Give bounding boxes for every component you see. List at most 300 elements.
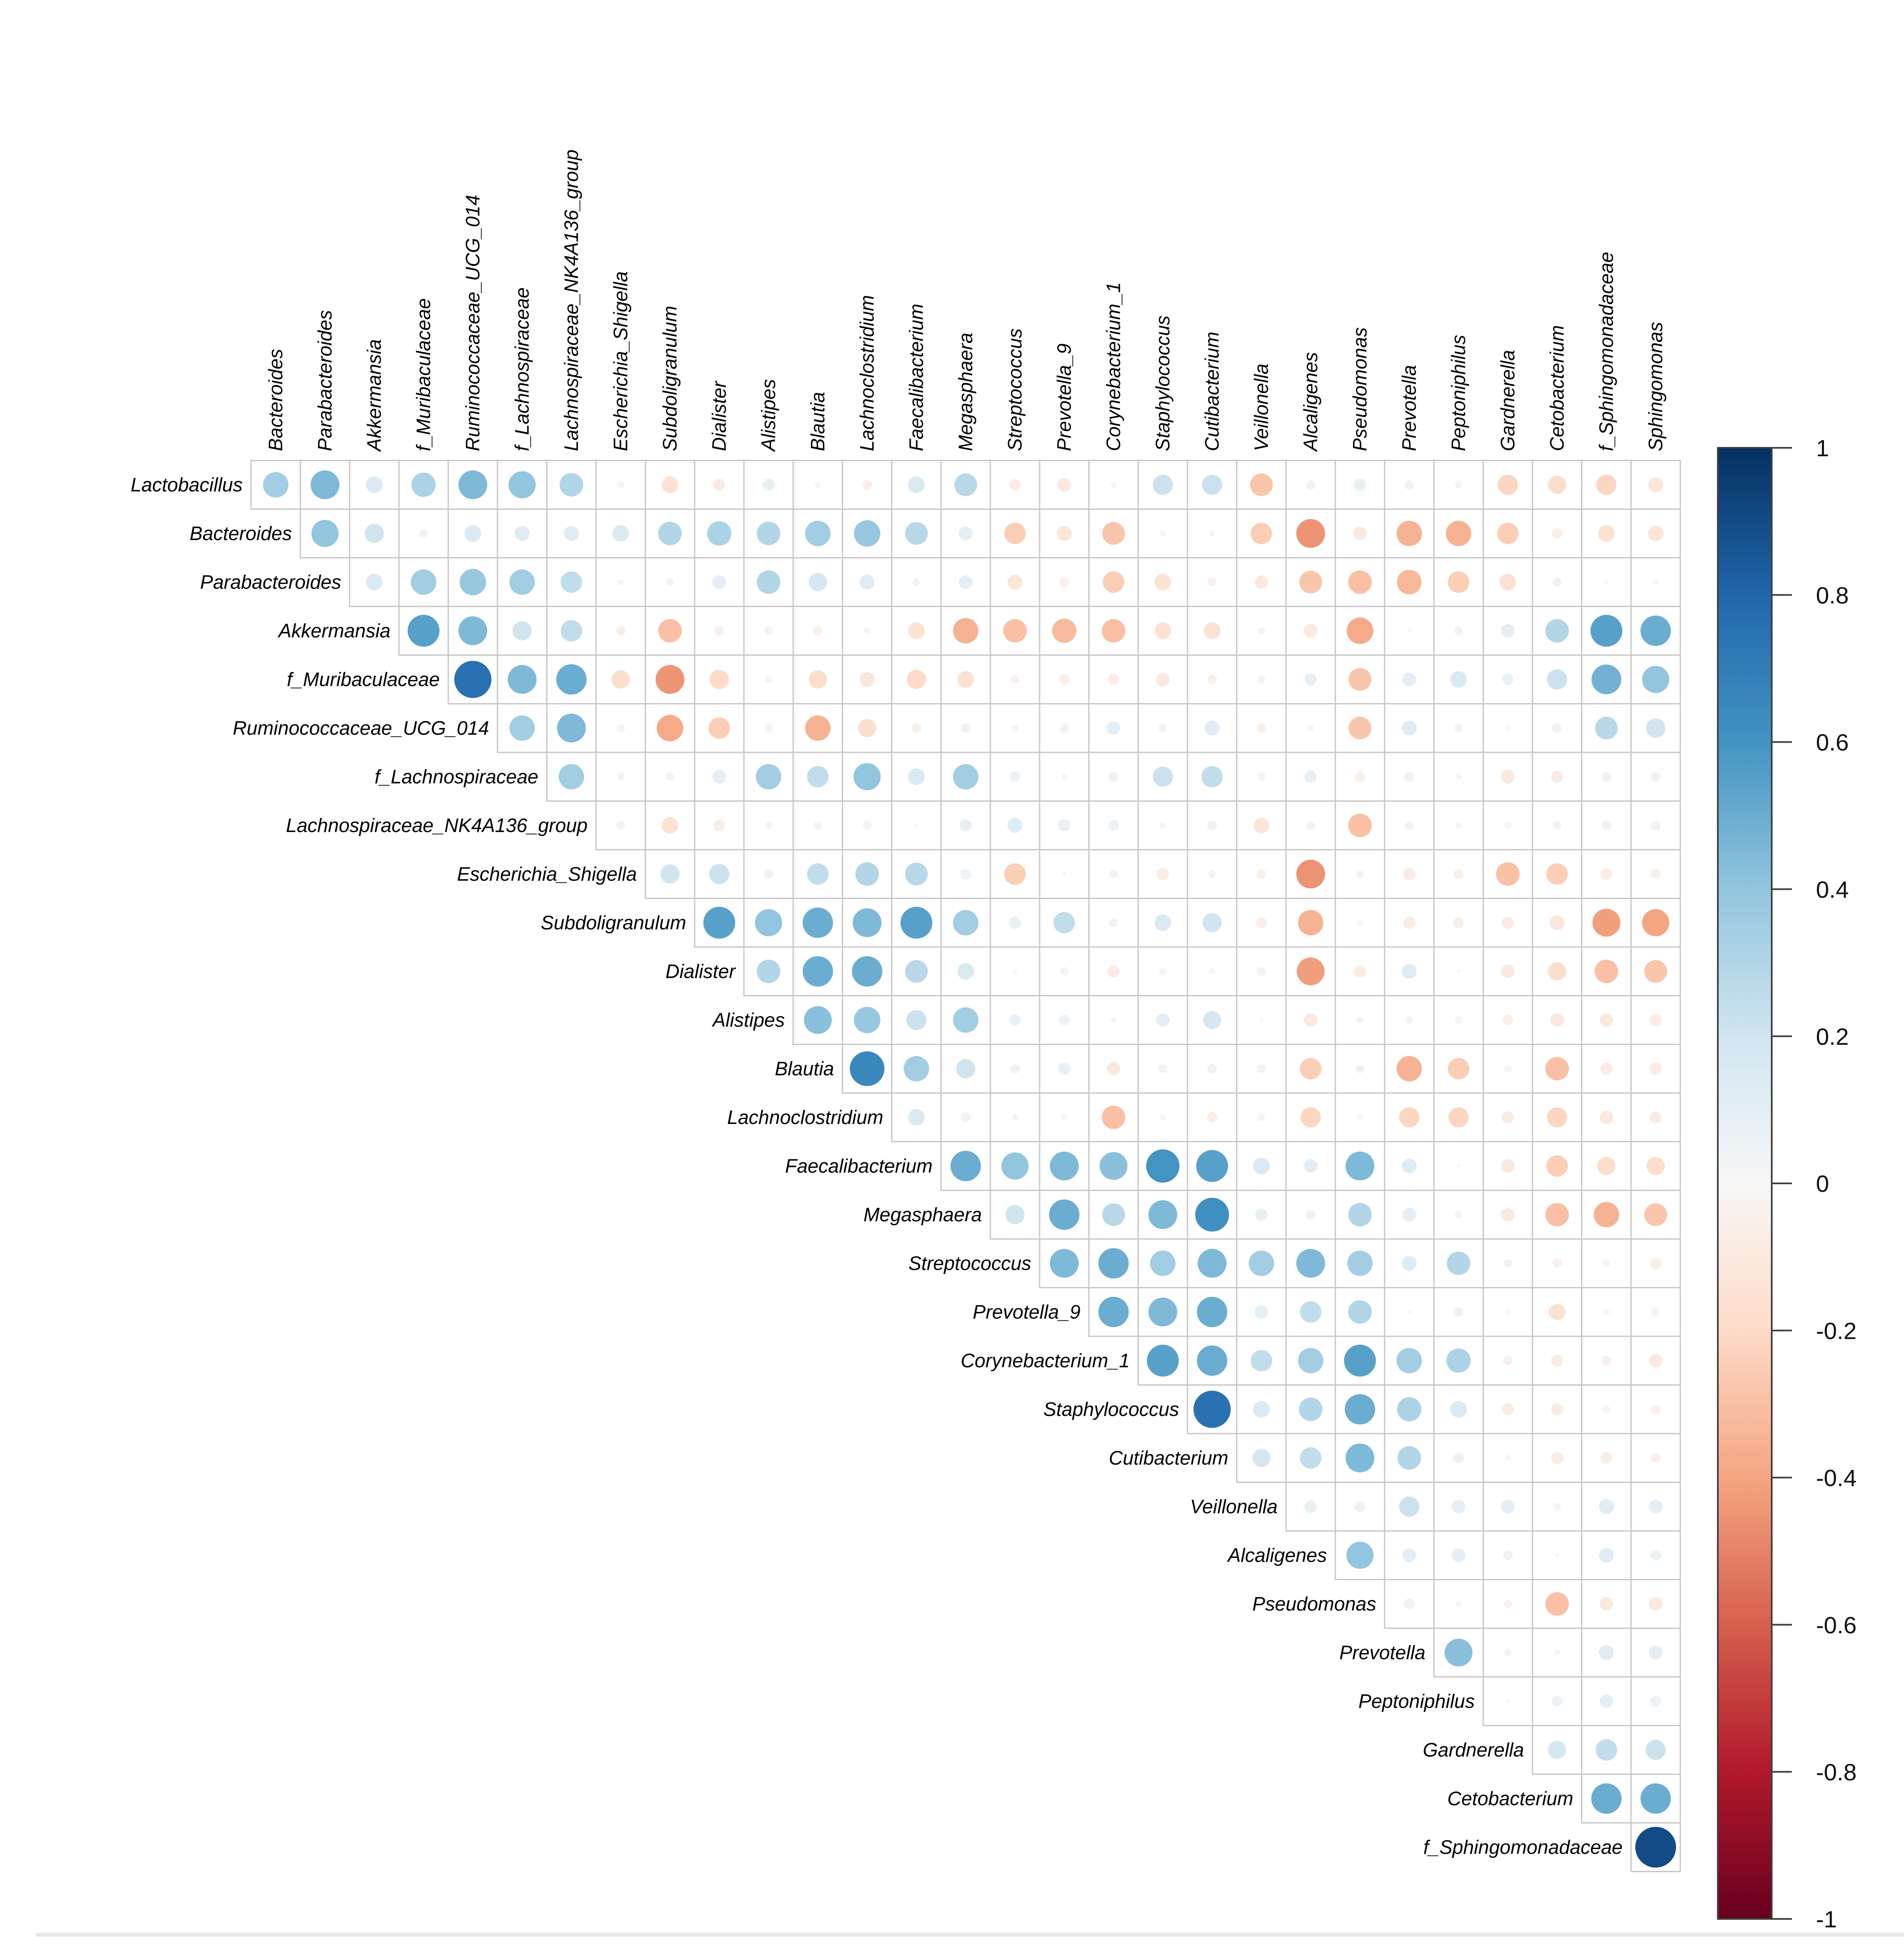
correlation-circle [1645, 1203, 1667, 1226]
correlation-circle [1107, 721, 1120, 735]
correlation-circle [1253, 1158, 1270, 1175]
correlation-circle [1599, 1013, 1613, 1027]
row-label-f_Sphingomonadaceae: f_Sphingomonadaceae [1423, 1836, 1623, 1858]
correlation-circle [1158, 1065, 1167, 1073]
correlation-circle [1102, 522, 1125, 545]
correlation-circle [1345, 1152, 1374, 1180]
correlation-circle [365, 524, 384, 543]
correlation-circle [1651, 821, 1661, 830]
correlation-circle [1356, 870, 1364, 878]
correlation-circle [1308, 725, 1313, 731]
correlation-circle [612, 525, 629, 542]
correlation-circle [1647, 1157, 1665, 1175]
correlation-circle [1345, 1444, 1374, 1472]
correlation-circle [508, 665, 536, 694]
correlation-circle [1548, 1741, 1566, 1759]
correlation-circle [1251, 523, 1272, 544]
correlation-circle [561, 620, 582, 642]
correlation-circle [1347, 1251, 1372, 1276]
correlation-circle [666, 578, 674, 586]
correlation-circle [557, 714, 586, 742]
correlation-circle [1060, 724, 1068, 732]
correlation-circle [1447, 1349, 1471, 1373]
correlation-circle [961, 1113, 971, 1122]
column-label-Faecalibacterium: Faecalibacterium [905, 303, 928, 451]
correlation-circle [756, 764, 781, 789]
correlation-circle [1651, 1405, 1661, 1414]
column-label-Peptoniphilus: Peptoniphilus [1447, 334, 1470, 451]
correlation-circle [1546, 863, 1568, 885]
correlation-circle [1599, 1110, 1613, 1124]
correlation-circle [953, 764, 978, 789]
correlation-circle [1254, 575, 1268, 589]
correlation-circle [1503, 1600, 1512, 1608]
row-label-Blautia: Blautia [775, 1057, 834, 1080]
correlation-circle [1650, 1062, 1662, 1075]
correlation-circle [1052, 618, 1077, 643]
correlation-circle [1496, 862, 1520, 886]
correlation-circle [1397, 570, 1422, 594]
correlation-circle [1193, 1391, 1230, 1428]
correlation-circle [950, 1151, 981, 1181]
correlation-circle [1155, 622, 1171, 639]
correlation-circle [714, 820, 725, 831]
correlation-circle [616, 821, 625, 829]
correlation-circle [1501, 770, 1514, 784]
correlation-circle [1399, 1107, 1420, 1127]
correlation-circle [1160, 1114, 1166, 1120]
correlation-circle [1402, 721, 1417, 736]
correlation-circle [1109, 772, 1118, 781]
correlation-circle [953, 1007, 978, 1033]
correlation-circle [1008, 575, 1022, 589]
correlation-circle [1455, 774, 1461, 780]
correlation-circle [1306, 1210, 1316, 1220]
correlation-circle [1252, 1449, 1270, 1467]
correlation-circle [408, 615, 440, 647]
row-label-Dialister: Dialister [665, 960, 735, 982]
correlation-circle [1502, 1403, 1514, 1415]
correlation-circle [1355, 771, 1365, 782]
correlation-circle [765, 676, 773, 683]
column-label-Veillonella: Veillonella [1250, 364, 1273, 451]
row-label-Gardnerella: Gardnerella [1423, 1739, 1524, 1761]
correlation-circle [1405, 821, 1413, 829]
correlation-circle [1501, 965, 1514, 978]
correlation-circle [1453, 1453, 1464, 1463]
correlation-circle [813, 821, 822, 829]
correlation-circle [1301, 1107, 1321, 1127]
correlation-circle [1448, 571, 1469, 593]
column-label-Sphingomonas: Sphingomonas [1645, 322, 1667, 451]
correlation-circle [1397, 1397, 1422, 1421]
correlation-circle [1455, 1016, 1463, 1024]
correlation-circle [1102, 1203, 1125, 1226]
correlation-circle [856, 862, 879, 886]
row-label-Peptoniphilus: Peptoniphilus [1358, 1690, 1475, 1712]
correlation-circle [1258, 1113, 1265, 1121]
row-label-Lachnospiraceae_NK4A136_group: Lachnospiraceae_NK4A136_group [286, 814, 588, 836]
correlation-circle [1650, 1111, 1662, 1124]
correlation-circle [1548, 962, 1566, 980]
correlation-circle [850, 1052, 884, 1086]
correlation-circle [710, 670, 729, 689]
correlation-circle [1195, 1198, 1229, 1231]
correlation-circle [658, 619, 682, 642]
correlation-circle [1551, 1354, 1563, 1367]
correlation-circle [1257, 869, 1266, 879]
correlation-circle [1396, 521, 1422, 546]
column-label-Alistipes: Alistipes [757, 379, 780, 451]
correlation-circle [1642, 666, 1669, 693]
correlation-circle [1503, 1550, 1513, 1560]
correlation-circle [1207, 1112, 1217, 1123]
correlation-circle [905, 960, 928, 983]
correlation-circle [1651, 1308, 1660, 1316]
row-label-Cetobacterium: Cetobacterium [1447, 1787, 1573, 1809]
correlation-circle [1207, 674, 1217, 684]
correlation-circle [1298, 910, 1323, 935]
row-label-Prevotella: Prevotella [1339, 1641, 1425, 1664]
correlation-circle [1207, 1064, 1217, 1073]
correlation-circle [858, 719, 876, 737]
colorbar-tick-label--0.2: -0.2 [1816, 1317, 1857, 1344]
correlation-circle [953, 910, 978, 935]
correlation-circle [1344, 1345, 1376, 1377]
correlation-circle [509, 570, 535, 595]
correlation-circle [556, 664, 586, 695]
correlation-circle [311, 520, 339, 547]
column-label-Prevotella_9: Prevotella_9 [1053, 343, 1075, 451]
correlation-circle [1354, 965, 1366, 977]
correlation-circle [1497, 523, 1519, 544]
correlation-circle [1553, 578, 1561, 586]
row-label-Alistipes: Alistipes [712, 1009, 785, 1031]
correlation-circle [1505, 1455, 1511, 1461]
correlation-circle [1204, 622, 1221, 639]
column-label-Gardnerella: Gardnerella [1497, 350, 1519, 451]
correlation-circle [1058, 819, 1070, 832]
correlation-circle [617, 773, 625, 781]
correlation-circle [1603, 1405, 1610, 1413]
correlation-circle [1062, 872, 1066, 876]
column-label-Lachnospiraceae_NK4A136_group: Lachnospiraceae_NK4A136_group [560, 149, 583, 451]
correlation-circle [1155, 914, 1171, 931]
correlation-circle [1001, 1152, 1029, 1180]
correlation-circle [1653, 579, 1658, 585]
correlation-circle [1356, 1016, 1364, 1024]
correlation-circle [953, 618, 978, 643]
correlation-circle [757, 960, 781, 983]
correlation-circle [1155, 574, 1171, 591]
correlation-circle [1300, 1447, 1321, 1469]
row-label-Prevotella_9: Prevotella_9 [973, 1300, 1080, 1323]
correlation-circle [1552, 1696, 1562, 1707]
correlation-circle [1547, 1107, 1567, 1127]
correlation-circle [1502, 917, 1514, 929]
correlation-circle [1109, 918, 1118, 927]
correlation-circle [1010, 1064, 1020, 1073]
correlation-circle [1505, 1309, 1511, 1315]
correlation-circle [513, 621, 532, 640]
correlation-circle [1300, 571, 1322, 594]
correlation-circle [1107, 1062, 1120, 1076]
correlation-circle [755, 909, 782, 937]
correlation-circle [1159, 968, 1167, 975]
correlation-circle [1050, 1249, 1078, 1278]
correlation-circle [1010, 771, 1020, 782]
correlation-circle [1157, 868, 1169, 880]
correlation-circle [1108, 820, 1119, 831]
correlation-circle [1160, 530, 1166, 536]
correlation-circle [854, 1007, 880, 1033]
correlation-circle [1454, 869, 1463, 879]
correlation-circle [1348, 1300, 1372, 1324]
correlation-circle [1449, 1107, 1469, 1127]
correlation-circle [1306, 821, 1315, 829]
correlation-circle [809, 670, 827, 688]
correlation-circle [655, 665, 684, 694]
column-label-Bacteroides: Bacteroides [265, 349, 287, 451]
correlation-circle [1146, 1149, 1179, 1183]
correlation-circle [1649, 1597, 1662, 1611]
correlation-circle [1356, 1065, 1364, 1073]
correlation-circle [1455, 1211, 1463, 1218]
correlation-circle [959, 575, 972, 589]
correlation-circle [1250, 474, 1273, 496]
correlation-circle [1012, 1114, 1018, 1120]
correlation-circle [1158, 724, 1167, 732]
column-label-Alcaligenes: Alcaligenes [1300, 352, 1322, 451]
correlation-circle [1357, 920, 1363, 926]
correlation-circle [1404, 772, 1414, 781]
correlation-circle [310, 471, 339, 499]
correlation-circle [961, 723, 971, 733]
correlation-circle [802, 956, 833, 987]
correlation-circle [1348, 1203, 1372, 1226]
correlation-circle [904, 1056, 929, 1081]
correlation-circle [854, 520, 880, 547]
correlation-circle [712, 575, 726, 589]
correlation-circle [1595, 717, 1618, 739]
correlation-circle [757, 522, 781, 545]
correlation-circle [1651, 869, 1661, 879]
correlation-circle [1148, 1200, 1177, 1229]
correlation-circle [1050, 1152, 1078, 1180]
colorbar-tick-label-0.2: 0.2 [1816, 1023, 1849, 1050]
correlation-circle [853, 763, 881, 790]
correlation-circle [1551, 1403, 1563, 1415]
correlation-circle [616, 724, 625, 732]
correlation-circle [1504, 1649, 1512, 1656]
row-label-Veillonella: Veillonella [1190, 1495, 1278, 1517]
colorbar [1718, 448, 1772, 1919]
correlation-circle [1396, 1348, 1422, 1373]
correlation-circle [1098, 1297, 1128, 1327]
correlation-circle [412, 473, 436, 497]
correlation-circle [1555, 1553, 1559, 1557]
correlation-circle [662, 817, 679, 834]
column-label-Staphylococcus: Staphylococcus [1152, 315, 1174, 451]
correlation-circle [764, 869, 773, 879]
correlation-circle [1503, 1356, 1513, 1365]
correlation-circle [1599, 1548, 1614, 1563]
correlation-circle [815, 482, 821, 488]
correlation-circle [1600, 1062, 1613, 1075]
correlation-circle [1054, 912, 1075, 934]
correlation-circle [1454, 1307, 1463, 1317]
correlation-circle [1009, 1014, 1021, 1026]
correlation-circle [1546, 1057, 1569, 1081]
correlation-circle [1203, 913, 1222, 932]
correlation-circle [1447, 1252, 1471, 1275]
correlation-circle [765, 821, 773, 829]
column-label-f_Muribaculaceae: f_Muribaculaceae [412, 298, 435, 451]
column-label-Akkermansia: Akkermansia [363, 339, 385, 451]
correlation-circle [1202, 475, 1222, 495]
correlation-circle [1058, 1062, 1070, 1075]
correlation-circle [862, 480, 872, 490]
correlation-circle [908, 476, 925, 493]
correlation-circle [914, 823, 918, 827]
correlation-circle [1110, 1017, 1116, 1023]
correlation-circle [1004, 523, 1026, 544]
correlation-circle [956, 1059, 976, 1078]
row-label-Corynebacterium_1: Corynebacterium_1 [960, 1349, 1130, 1372]
correlation-circle [703, 907, 735, 939]
correlation-circle [912, 723, 921, 733]
correlation-circle [1649, 1354, 1662, 1367]
correlation-circle [1257, 773, 1265, 781]
correlation-circle [454, 661, 491, 698]
correlation-circle [1452, 1549, 1465, 1562]
correlation-circle [1552, 723, 1562, 733]
correlation-circle [1552, 528, 1562, 539]
correlation-circle [1595, 960, 1618, 983]
correlation-circle [1254, 818, 1269, 833]
correlation-circle [1147, 1345, 1179, 1377]
correlation-circle [1061, 774, 1067, 780]
correlation-circle [1635, 1827, 1676, 1868]
correlation-circle [1259, 1018, 1263, 1022]
correlation-circle [1061, 1114, 1067, 1120]
correlation-circle [1448, 1058, 1469, 1079]
correlation-circle [901, 907, 933, 939]
column-label-Blautia: Blautia [807, 392, 829, 451]
correlation-circle [617, 481, 625, 489]
correlation-circle [564, 526, 579, 541]
correlation-circle [1551, 771, 1563, 783]
column-label-Dialister: Dialister [708, 381, 730, 451]
correlation-circle [764, 626, 773, 635]
correlation-circle [1013, 969, 1017, 974]
correlation-circle [1402, 1549, 1416, 1562]
row-label-Bacteroides: Bacteroides [190, 522, 292, 544]
correlation-circle [1357, 1114, 1363, 1120]
correlation-circle [1297, 958, 1324, 985]
correlation-circle [813, 626, 823, 636]
correlation-circle [1156, 1013, 1169, 1027]
row-label-Escherichia_Shigella: Escherichia_Shigella [457, 863, 637, 885]
correlation-circle [1601, 1452, 1612, 1464]
correlation-circle [1501, 1208, 1514, 1221]
correlation-circle [1197, 1346, 1227, 1376]
correlation-circle [1209, 530, 1215, 536]
correlation-circle [1603, 1260, 1610, 1267]
correlation-circle [1546, 1155, 1568, 1177]
correlation-circle [1407, 629, 1411, 633]
correlation-circle [1305, 673, 1317, 685]
correlation-circle [1551, 1452, 1563, 1464]
correlation-circle [1503, 1259, 1512, 1268]
colorbar-tick-label--0.6: -0.6 [1816, 1611, 1857, 1638]
correlation-circle [1208, 578, 1216, 586]
correlation-circle [1596, 1739, 1617, 1761]
correlation-circle [1009, 479, 1021, 490]
correlation-circle [957, 671, 974, 688]
correlation-circle [1108, 674, 1119, 685]
correlation-circle [1642, 909, 1669, 937]
correlation-circle [1547, 669, 1567, 690]
correlation-circle [1196, 1150, 1228, 1182]
correlation-circle [908, 1109, 925, 1126]
correlation-circle [957, 963, 974, 980]
correlation-circle [1504, 1065, 1512, 1073]
correlation-circle [712, 770, 726, 784]
correlation-circle [1209, 969, 1215, 974]
correlation-circle [1201, 766, 1223, 787]
column-label-Prevotella: Prevotella [1398, 365, 1420, 451]
correlation-circle [1150, 1251, 1175, 1276]
correlation-circle [1355, 1501, 1365, 1512]
correlation-circle [959, 527, 972, 540]
correlation-circle [1300, 1058, 1321, 1079]
correlation-circle [714, 626, 724, 636]
correlation-circle [1550, 1013, 1564, 1027]
column-label-Megasphaera: Megasphaera [955, 332, 977, 451]
correlation-circle [1603, 1309, 1609, 1315]
column-label-Pseudomonas: Pseudomonas [1349, 327, 1371, 451]
correlation-circle [1402, 964, 1417, 979]
correlation-circle [1501, 1159, 1514, 1173]
correlation-circle [807, 863, 829, 885]
correlation-circle [1640, 615, 1671, 646]
correlation-circle [460, 569, 486, 595]
correlation-circle [1153, 767, 1173, 787]
correlation-circle [366, 476, 383, 493]
correlation-circle [1306, 480, 1316, 490]
correlation-circle [1501, 1500, 1514, 1513]
correlation-circle [1249, 1251, 1274, 1276]
correlation-circle [804, 1006, 832, 1034]
column-label-Escherichia_Shigella: Escherichia_Shigella [610, 271, 632, 451]
column-label-Lachnoclostridium: Lachnoclostridium [856, 295, 878, 451]
correlation-circle [757, 570, 781, 594]
row-label-Megasphaera: Megasphaera [863, 1203, 982, 1226]
column-label-f_Sphingomonadaceae: f_Sphingomonadaceae [1595, 252, 1618, 451]
correlation-circle [1456, 1164, 1460, 1168]
correlation-circle [1003, 619, 1027, 642]
correlation-circle [1348, 570, 1372, 594]
correlation-circle [366, 574, 383, 591]
correlation-circle [805, 521, 830, 546]
correlation-circle [1500, 574, 1516, 591]
correlation-circle [1455, 1601, 1461, 1607]
correlation-circle [709, 864, 730, 884]
correlation-circle [1253, 1401, 1270, 1418]
correlation-circle [1251, 1350, 1272, 1371]
correlation-circle [1502, 674, 1514, 685]
